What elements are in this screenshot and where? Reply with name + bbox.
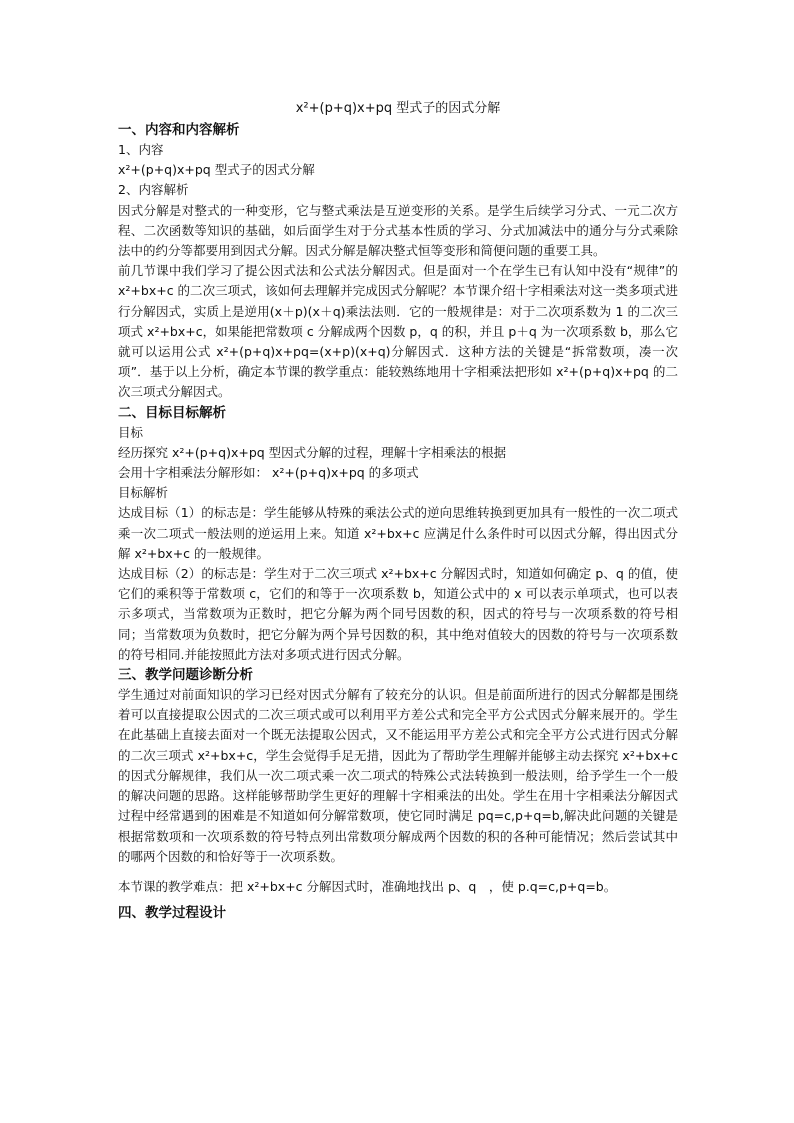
section-heading-process: 四、教学过程设计 [118,905,226,922]
diagnosis-paragraph: 学生通过对前面知识的学习已经对因式分解有了较充分的认识。但是前面所进行的因式分解都是围绕着可以直接提取公因式的二次三项式或可以利用平方差公式和完全平方公式因式分解来展开的。学生在此基础上直接去面对一个既无法提取公因式，又不能运用平方差公式和完全平方公式进行因式分解的二次三项式 x²+bx+c，学生会觉得手足无措，因此为了帮助学生理解并能够主动去探究 x²+bx+c 的因式分解规律，我们从一次二项式乘一次二项式的特殊公式法转换到一般法则，给予学生一个一般的解决问题的思路。这样能够帮助学生更好的理解十字相乘法的出处。学生在用十字相乘法分解因式过程中经常遇到的困难是不知道如何分解常数项，使它同时满足 pq=c,p+q=b,解决此问题的关键是根据常数项和一次项系数的符号特点列出常数项分解成两个因数的积的各种可能情况；然后尝试其中的哪两个因数的和恰好等于一次项系数。 [118,687,678,864]
subheading-goal-analysis: 目标解析 [118,485,169,501]
content-analysis-paragraph-2: 前几节课中我们学习了提公因式法和公式法分解因式。但是面对一个在学生已有认知中没有“规律”的 x²+bx+c 的二次三项式，该如何去理解并完成因式分解呢？本节课介绍十字相乘法对这一类多项式进行分解因式，实质上是逆用(x＋p)(x＋q)乘法法则．它的一般规律是：对于二次项系数为 1 的二次三项式 x²+bx+c，如果能把常数项 c 分解成两个因数 p，q 的积，并且 p＋q 为一次项系数 b，那么它就可以运用公式 x²+(p+q)x+pq=(x+p)(x+q)分解因式．这种方法的关键是“拆常数项，凑一次项”．基于以上分析，确定本节课的教学重点：能较熟练地用十字相乘法把形如 x²+(p+q)x+pq 的二次三项式分解因式。 [118,263,678,400]
subheading-content-analysis: 2、内容解析 [118,182,189,198]
teaching-difficulty: 本节课的教学难点：把 x²+bx+c 分解因式时，准确地找出 p、q ，使 p.q=c,p+q=b。 [118,878,617,894]
document-page [118,100,678,923]
content-text: x²+(p+q)x+pq 型式子的因式分解 [118,162,315,178]
paragraph-spacer [118,867,678,877]
goal-analysis-paragraph-1: 达成目标（1）的标志是：学生能够从特殊的乘法公式的逆向思维转换到更加具有一般性的一次二项式乘一次二项式一般法则的逆运用上来。知道 x²+bx+c 应满足什么条件时可以因式分解，得出因式分解 x²+bx+c 的一般规律。 [118,505,678,561]
subheading-content: 1、内容 [118,142,164,157]
goal-analysis-paragraph-2: 达成目标（2）的标志是：学生对于二次三项式 x²+bx+c 分解因式时，知道如何确定 p、q 的值，使它们的乘积等于常数项 c，它们的和等于一次项系数 b，知道公式中的 x 可以表示单项式，也可以表示多项式，当常数项为正数时，把它分解为两个同号因数的积，因式的符号与一次项系数的符号相同；当常数项为负数时，把它分解为两个异号因数的积，其中绝对值较大的因数的符号与一次项系数的符号相同.并能按照此方法对多项式进行因式分解。 [118,566,678,662]
section-heading-goals: 二、目标目标解析 [118,404,226,421]
subheading-goals: 目标 [118,424,144,440]
goal-2: 会用十字相乘法分解形如： x²+(p+q)x+pq 的多项式 [118,465,419,481]
document-title: x²+(p+q)x+pq 型式子的因式分解 [295,101,501,116]
goal-1: 经历探究 x²+(p+q)x+pq 型因式分解的过程，理解十字相乘法的根据 [118,444,507,460]
section-heading-diagnosis: 三、教学问题诊断分析 [118,667,253,684]
section-heading-content-analysis: 一、内容和内容解析 [118,122,240,138]
content-analysis-paragraph-1: 因式分解是对整式的一种变形，它与整式乘法是互逆变形的关系。是学生后续学习分式、一元二次方程、二次函数等知识的基础，如后面学生对于分式基本性质的学习、分式加减法中的通分与分式乘除法中的约分等都要用到因式分解。因式分解是解决整式恒等变形和简便问题的重要工具。 [118,202,678,259]
